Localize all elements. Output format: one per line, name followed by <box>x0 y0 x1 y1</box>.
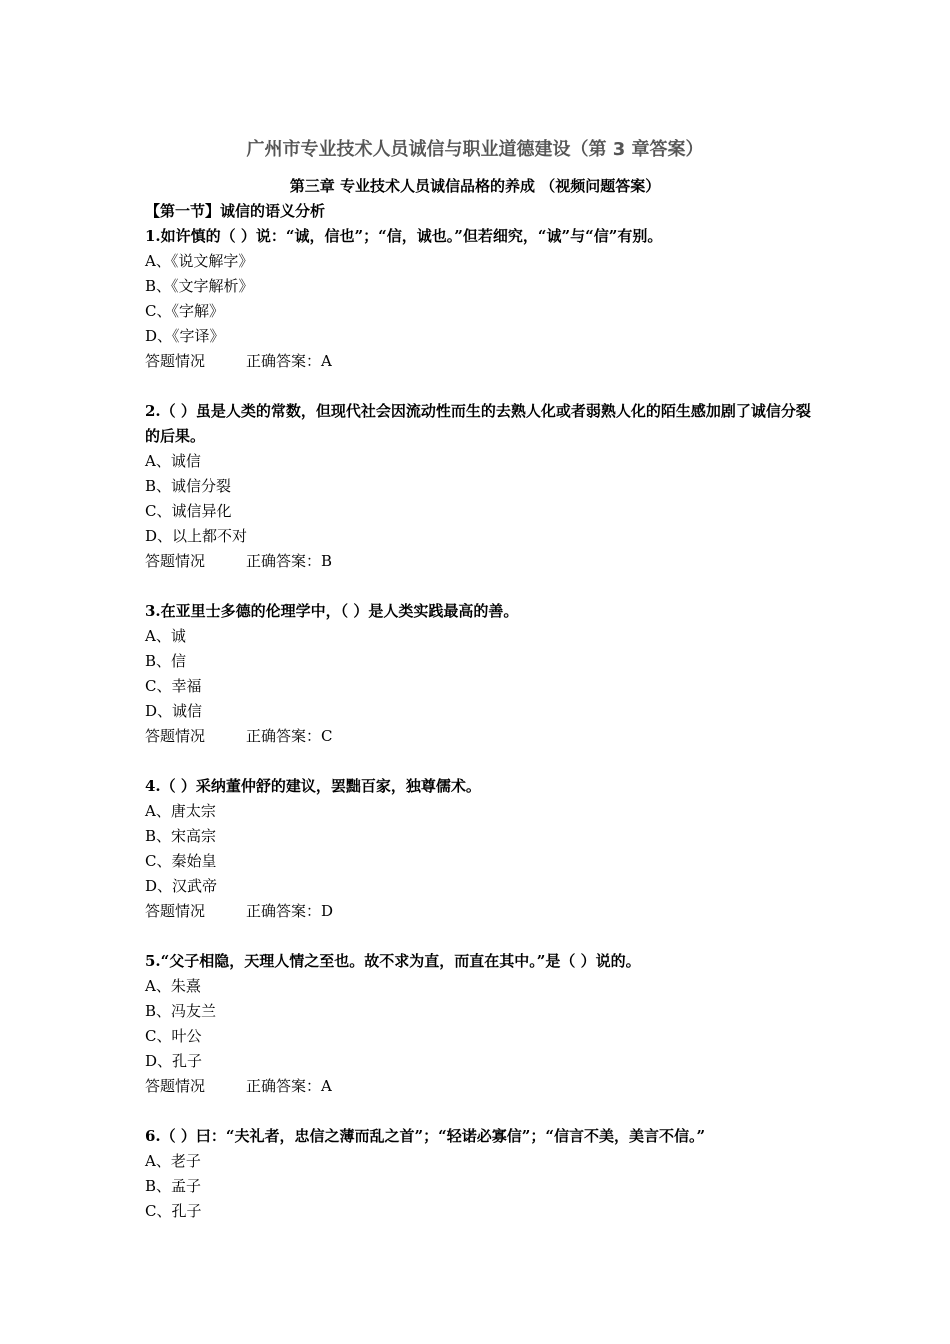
option-a: A、朱熹 <box>145 977 201 995</box>
answer-status-label: 答题情况 <box>145 352 206 370</box>
correct-answer-label: 正确答案： <box>246 727 322 745</box>
correct-answer-label: 正确答案： <box>246 902 322 920</box>
section-title: 【第一节】诚信的语义分析 <box>145 202 326 220</box>
question-text: 4.（ ）采纳董仲舒的建议，罢黜百家，独尊儒术。 <box>145 777 481 795</box>
answer-row <box>145 899 825 924</box>
question-2 <box>145 399 825 574</box>
option-a: A、唐太宗 <box>145 802 216 820</box>
question-text: 5.“父子相隐，天理人情之至也。故不求为直，而直在其中。”是（ ）说的。 <box>145 952 641 970</box>
option-c: C、孔子 <box>145 1202 202 1220</box>
option-c: C、《字解》 <box>145 302 224 320</box>
option-b: B、《文字解析》 <box>145 277 254 295</box>
option-d: D、以上都不对 <box>145 527 248 545</box>
option-c: C、叶公 <box>145 1027 202 1045</box>
question-text: 6.（ ）曰：“夫礼者，忠信之薄而乱之首”；“轻诺必寡信”；“信言不美，美言不信。” <box>145 1127 706 1145</box>
question-6 <box>145 1124 825 1224</box>
question-text: 1.如许慎的（ ）说：“诚，信也”；“信，诚也。”但若细究，“诚”与“信”有别。 <box>145 227 663 245</box>
option-c: C、秦始皇 <box>145 852 217 870</box>
chapter-title: 第三章 专业技术人员诚信品格的养成 （视频问题答案） <box>289 177 661 195</box>
option-a: A、诚 <box>145 627 186 645</box>
option-d: D、孔子 <box>145 1052 203 1070</box>
answer-status-label: 答题情况 <box>145 1077 206 1095</box>
document-content <box>145 199 825 1249</box>
answer-row <box>145 349 825 374</box>
document-title: 广州市专业技术人员诚信与职业道德建设（第 3 章答案） <box>246 139 704 160</box>
answer-status-label: 答题情况 <box>145 727 206 745</box>
answer-row <box>145 549 825 574</box>
question-text: 3.在亚里士多德的伦理学中，（ ）是人类实践最高的善。 <box>145 602 519 620</box>
correct-answer-label: 正确答案： <box>246 552 322 570</box>
option-b: B、信 <box>145 652 187 670</box>
answer-row <box>145 724 825 749</box>
question-4 <box>145 774 825 924</box>
option-c: C、幸福 <box>145 677 202 695</box>
question-5 <box>145 949 825 1099</box>
correct-answer-label: 正确答案： <box>246 352 322 370</box>
correct-answer-value: C <box>321 727 333 745</box>
correct-answer-value: A <box>321 352 332 370</box>
option-b: B、冯友兰 <box>145 1002 217 1020</box>
question-3 <box>145 599 825 749</box>
option-b: B、宋高宗 <box>145 827 217 845</box>
option-b: B、孟子 <box>145 1177 202 1195</box>
question-1 <box>145 224 825 374</box>
answer-status-label: 答题情况 <box>145 552 206 570</box>
answer-status-label: 答题情况 <box>145 902 206 920</box>
correct-answer-value: D <box>321 902 334 920</box>
option-d: D、诚信 <box>145 702 203 720</box>
option-a: A、《说文解字》 <box>145 252 254 270</box>
correct-answer-value: A <box>321 1077 332 1095</box>
option-a: A、老子 <box>145 1152 201 1170</box>
option-d: D、汉武帝 <box>145 877 218 895</box>
option-d: D、《字译》 <box>145 327 225 345</box>
answer-row <box>145 1074 825 1099</box>
question-text: 2.（ ）虽是人类的常数，但现代社会因流动性而生的去熟人化或者弱熟人化的陌生感加剧了诚信分裂的后果。 <box>145 402 811 445</box>
option-a: A、诚信 <box>145 452 201 470</box>
option-b: B、诚信分裂 <box>145 477 232 495</box>
correct-answer-label: 正确答案： <box>246 1077 322 1095</box>
correct-answer-value: B <box>321 552 333 570</box>
option-c: C、诚信异化 <box>145 502 232 520</box>
